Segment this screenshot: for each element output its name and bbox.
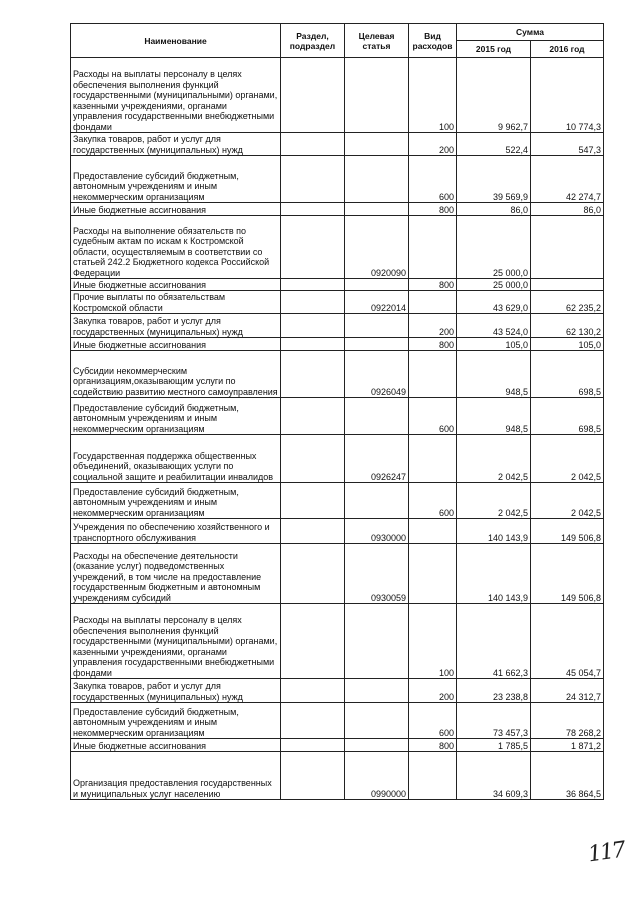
row-sum-2016: 62 235,2: [531, 291, 604, 314]
row-sum-2016: 698,5: [531, 398, 604, 435]
row-section: [281, 279, 345, 291]
table-row: [71, 338, 604, 351]
row-name: Закупка товаров, работ и услуг для государственных (муниципальных) нужд: [71, 133, 281, 156]
row-sum-2016: 2 042,5: [531, 435, 604, 483]
table-row: [71, 314, 604, 338]
row-name: Закупка товаров, работ и услуг для государственных (муниципальных) нужд: [71, 314, 281, 338]
table-row: [71, 739, 604, 752]
table-row: [71, 703, 604, 739]
row-kind: 800: [409, 203, 457, 216]
row-name: Иные бюджетные ассигнования: [71, 203, 281, 216]
row-kind: 800: [409, 338, 457, 351]
row-name: Учреждения по обеспечению хозяйственного и транспортного обслуживания: [71, 519, 281, 544]
row-kind: [409, 435, 457, 483]
table-row: [71, 351, 604, 398]
table-row: [71, 216, 604, 279]
header-sum: Сумма: [457, 24, 604, 41]
row-sum-2016: 105,0: [531, 338, 604, 351]
row-section: [281, 604, 345, 679]
table-row: [71, 752, 604, 800]
row-target: 0930000: [345, 519, 409, 544]
row-target: 0926247: [345, 435, 409, 483]
budget-table: [70, 23, 604, 800]
row-target: [345, 133, 409, 156]
table-row: [71, 679, 604, 703]
row-sum-2016: 78 268,2: [531, 703, 604, 739]
row-target: [345, 203, 409, 216]
row-target: 0930059: [345, 544, 409, 604]
row-kind: [409, 216, 457, 279]
row-target: [345, 314, 409, 338]
row-sum-2015: 948,5: [457, 351, 531, 398]
row-target: 0926049: [345, 351, 409, 398]
row-section: [281, 156, 345, 203]
row-sum-2015: 140 143,9: [457, 519, 531, 544]
row-kind: 100: [409, 604, 457, 679]
row-kind: 200: [409, 314, 457, 338]
row-section: [281, 679, 345, 703]
row-sum-2016: 86,0: [531, 203, 604, 216]
row-section: [281, 133, 345, 156]
row-section: [281, 519, 345, 544]
row-sum-2015: 43 524,0: [457, 314, 531, 338]
header-kind: Вид расходов: [409, 24, 457, 58]
row-name: Государственная поддержка общественных объединений, оказывающих услуги по социальной защите и реабилитации инвалидов: [71, 435, 281, 483]
row-sum-2016: [531, 279, 604, 291]
row-target: [345, 156, 409, 203]
row-name: Иные бюджетные ассигнования: [71, 279, 281, 291]
row-name: Предоставление субсидий бюджетным, автономным учреждениям и иным некоммерческим организациям: [71, 703, 281, 739]
row-name: Предоставление субсидий бюджетным, автономным учреждениям и иным некоммерческим организациям: [71, 483, 281, 519]
table-row: [71, 398, 604, 435]
header-name: Наименование: [71, 24, 281, 58]
row-name: Предоставление субсидий бюджетным, автономным учреждениям и иным некоммерческим организациям: [71, 398, 281, 435]
row-target: 0920090: [345, 216, 409, 279]
row-section: [281, 398, 345, 435]
row-sum-2015: 25 000,0: [457, 216, 531, 279]
row-sum-2016: 698,5: [531, 351, 604, 398]
table-row: [71, 279, 604, 291]
row-kind: 600: [409, 703, 457, 739]
row-sum-2015: 522,4: [457, 133, 531, 156]
header-year-2015: 2015 год: [457, 41, 531, 58]
row-sum-2015: 39 569,9: [457, 156, 531, 203]
row-section: [281, 739, 345, 752]
row-section: [281, 703, 345, 739]
table-row: [71, 604, 604, 679]
row-sum-2016: 547,3: [531, 133, 604, 156]
row-sum-2016: 42 274,7: [531, 156, 604, 203]
row-target: [345, 679, 409, 703]
row-target: [345, 58, 409, 133]
row-target: 0990000: [345, 752, 409, 800]
row-target: [345, 483, 409, 519]
row-kind: 600: [409, 398, 457, 435]
row-kind: [409, 752, 457, 800]
row-target: [345, 604, 409, 679]
row-kind: 100: [409, 58, 457, 133]
row-target: 0922014: [345, 291, 409, 314]
row-name: Расходы на выплаты персоналу в целях обеспечения выполнения функций государственными (муниципальными) органами, казенными учреждениями, органами управления государственными внебюджетными фондами: [71, 604, 281, 679]
row-target: [345, 279, 409, 291]
row-kind: [409, 544, 457, 604]
row-sum-2015: 140 143,9: [457, 544, 531, 604]
row-name: Расходы на обеспечение деятельности (оказание услуг) подведомственных учреждений, в том числе на предоставление государственным бюджетным и автономным учреждениям субсидий: [71, 544, 281, 604]
row-name: Предоставление субсидий бюджетным, автономным учреждениям и иным некоммерческим организациям: [71, 156, 281, 203]
table-row: [71, 519, 604, 544]
row-target: [345, 398, 409, 435]
row-kind: 600: [409, 156, 457, 203]
row-name: Субсидии некоммерческим организациям,оказывающим услуги по содействию развитию местного самоуправления: [71, 351, 281, 398]
header-section: Раздел, подраздел: [281, 24, 345, 58]
row-section: [281, 203, 345, 216]
row-sum-2015: 105,0: [457, 338, 531, 351]
row-target: [345, 703, 409, 739]
row-section: [281, 338, 345, 351]
row-sum-2016: [531, 216, 604, 279]
row-name: Организация предоставления государственных и муниципальных услуг населению: [71, 752, 281, 800]
row-name: Расходы на выплаты персоналу в целях обеспечения выполнения функций государственными (муниципальными) органами, казенными учреждениями, органами управления государственными внебюджетными фондами: [71, 58, 281, 133]
row-sum-2015: 2 042,5: [457, 483, 531, 519]
row-sum-2015: 2 042,5: [457, 435, 531, 483]
row-sum-2016: 149 506,8: [531, 544, 604, 604]
row-kind: [409, 351, 457, 398]
table-row: [71, 483, 604, 519]
row-section: [281, 544, 345, 604]
row-sum-2015: 73 457,3: [457, 703, 531, 739]
row-sum-2015: 86,0: [457, 203, 531, 216]
row-sum-2016: 1 871,2: [531, 739, 604, 752]
row-sum-2015: 1 785,5: [457, 739, 531, 752]
table-row: [71, 133, 604, 156]
row-name: Иные бюджетные ассигнования: [71, 338, 281, 351]
row-section: [281, 216, 345, 279]
table-row: [71, 291, 604, 314]
row-target: [345, 338, 409, 351]
row-kind: 200: [409, 133, 457, 156]
row-sum-2015: 34 609,3: [457, 752, 531, 800]
row-name: Прочие выплаты по обязательствам Костромской области: [71, 291, 281, 314]
row-kind: 800: [409, 739, 457, 752]
row-kind: 200: [409, 679, 457, 703]
row-kind: [409, 519, 457, 544]
row-sum-2015: 41 662,3: [457, 604, 531, 679]
row-section: [281, 291, 345, 314]
row-section: [281, 435, 345, 483]
row-name: Расходы на выполнение обязательств по судебным актам по искам к Костромской области, осуществляемым в соответствии со статьей 242.2 Бюджетного кодекса Российской Федерации: [71, 216, 281, 279]
header-year-2016: 2016 год: [531, 41, 604, 58]
row-target: [345, 739, 409, 752]
table-row: [71, 544, 604, 604]
row-kind: 800: [409, 279, 457, 291]
row-sum-2016: 62 130,2: [531, 314, 604, 338]
table-row: [71, 435, 604, 483]
header-target: Целевая статья: [345, 24, 409, 58]
row-sum-2016: 10 774,3: [531, 58, 604, 133]
handwritten-page-number: 117: [586, 837, 626, 868]
row-sum-2015: 948,5: [457, 398, 531, 435]
row-name: Закупка товаров, работ и услуг для государственных (муниципальных) нужд: [71, 679, 281, 703]
row-section: [281, 314, 345, 338]
table-row: [71, 58, 604, 133]
row-section: [281, 752, 345, 800]
row-sum-2015: 9 962,7: [457, 58, 531, 133]
row-sum-2015: 23 238,8: [457, 679, 531, 703]
row-name: Иные бюджетные ассигнования: [71, 739, 281, 752]
row-sum-2016: 149 506,8: [531, 519, 604, 544]
row-sum-2016: 36 864,5: [531, 752, 604, 800]
row-sum-2016: 24 312,7: [531, 679, 604, 703]
row-sum-2015: 43 629,0: [457, 291, 531, 314]
row-sum-2016: 2 042,5: [531, 483, 604, 519]
row-section: [281, 58, 345, 133]
row-kind: [409, 291, 457, 314]
row-sum-2015: 25 000,0: [457, 279, 531, 291]
table-row: [71, 203, 604, 216]
table-row: [71, 156, 604, 203]
row-sum-2016: 45 054,7: [531, 604, 604, 679]
table-body: [71, 58, 604, 800]
row-kind: 600: [409, 483, 457, 519]
row-section: [281, 483, 345, 519]
row-section: [281, 351, 345, 398]
